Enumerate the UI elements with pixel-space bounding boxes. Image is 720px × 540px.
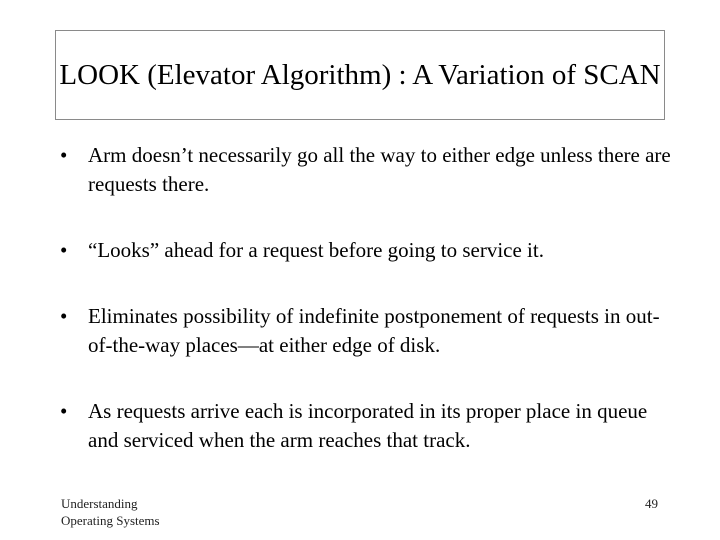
bullet-text: “Looks” ahead for a request before going to service it. xyxy=(88,238,544,262)
title-box xyxy=(55,30,665,120)
bullet-icon: • xyxy=(60,399,68,423)
bullet-icon: • xyxy=(60,304,68,328)
bullet-text: Eliminates possibility of indefinite postponement of requests in out-of-the-way places—at either edge of disk. xyxy=(88,304,660,357)
bullet-item xyxy=(58,236,678,265)
bullet-item xyxy=(58,141,678,199)
bullet-text: As requests arrive each is incorporated in its proper place in queue and serviced when the arm reaches that track. xyxy=(88,399,648,452)
page-number: 49 xyxy=(645,496,658,511)
footer-source xyxy=(61,495,160,529)
bullet-list xyxy=(58,141,678,455)
footer-line-2: Operating Systems xyxy=(61,513,160,528)
bullet-item xyxy=(58,397,678,455)
slide-title: LOOK (Elevator Algorithm) : A Variation of SCAN xyxy=(59,59,661,91)
bullet-icon: • xyxy=(60,238,68,262)
bullet-item xyxy=(58,302,678,360)
bullet-icon: • xyxy=(60,143,68,167)
bullet-text: Arm doesn’t necessarily go all the way to either edge unless there are requests there. xyxy=(88,143,671,196)
footer-line-1: Understanding xyxy=(61,496,138,511)
